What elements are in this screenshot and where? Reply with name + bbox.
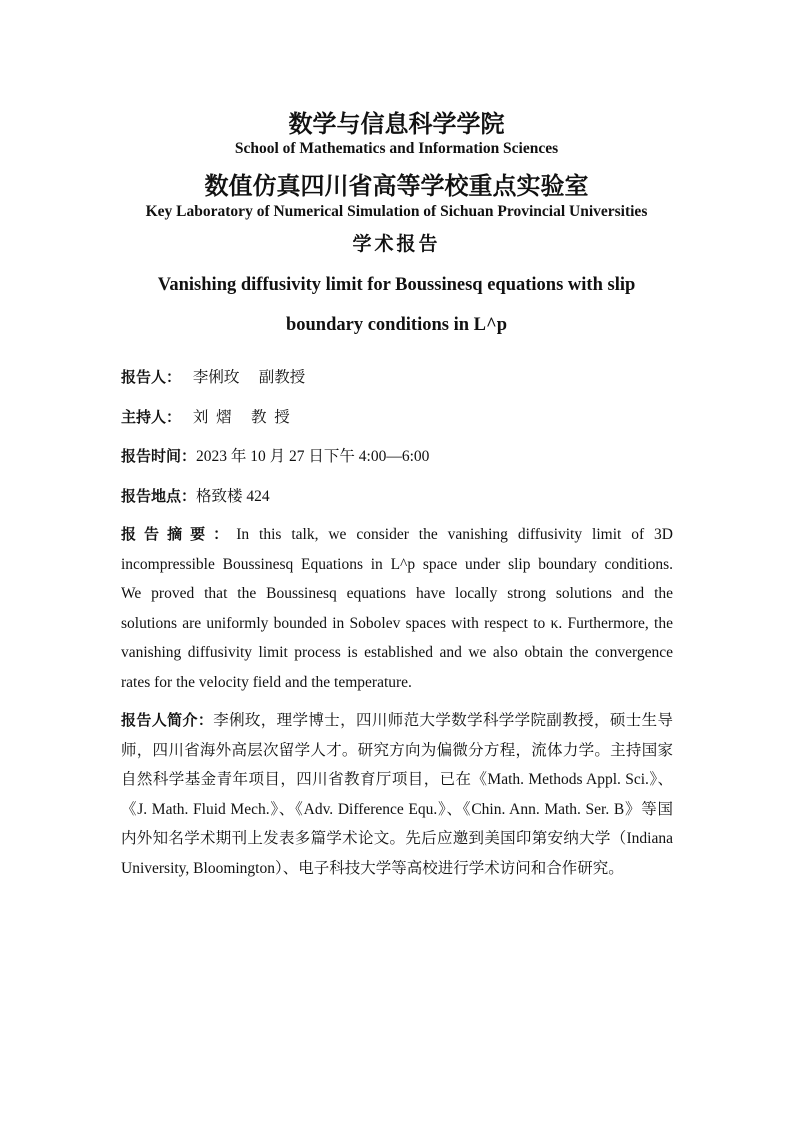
school-name-cn: 数学与信息科学学院 [288, 110, 505, 138]
time-field [121, 444, 429, 466]
bio-line: 自然科学基金青年项目，四川省教育厅项目，已在《Math. Methods Appl. Sci.》、 [121, 771, 673, 788]
bio-line: 师，四川省海外高层次留学人才。研究方向为偏微分方程，流体力学。主持国家 [121, 741, 673, 759]
host-label: 主持人： [121, 408, 182, 426]
bio-line: 内外知名学术期刊上发表多篇学术论文。先后应邀到美国印第安纳大学（Indiana [121, 830, 673, 847]
school-name-en: School of Mathematics and Information Sciences [234, 140, 559, 157]
abstract-label: 报告摘要： [121, 525, 237, 543]
speaker-label: 报告人： [121, 368, 182, 386]
bio-text: 李俐玫，理学博士，四川师范大学数学科学学院副教授，硕士生导 [213, 712, 673, 729]
bio-paragraph [121, 706, 673, 883]
lab-name-cn: 数值仿真四川省高等学校重点实验室 [204, 172, 589, 200]
speaker-field [121, 365, 305, 387]
abstract-line: solutions are uniformly bounded in Sobolev spaces with respect to κ. Furthermore, the [121, 614, 673, 632]
place-value: 格致楼 424 [196, 488, 270, 505]
host-field [121, 405, 290, 427]
bio-line: University, Bloomington）、电子科技大学等高校进行学术访问和合作研究。 [121, 859, 624, 877]
abstract-line: vanishing diffusivity limit process is established and we also obtain the convergence [121, 644, 673, 661]
time-label: 报告时间： [121, 447, 197, 465]
bio-label: 报告人简介： [121, 711, 214, 729]
abstract-line: incompressible Boussinesq Equations in L^p space under slip boundary conditions. [121, 555, 673, 573]
host-value: 刘 熠 教 授 [192, 409, 290, 426]
abstract-text: In this talk, we consider the vanishing diffusivity limit of 3D [236, 526, 673, 543]
place-field [121, 484, 270, 506]
bio-line: 《J. Math. Fluid Mech.》、《Adv. Difference Equ.》、《Chin. Ann. Math. Ser. B》等国 [121, 800, 673, 818]
place-label: 报告地点： [121, 487, 197, 505]
abstract-paragraph [121, 520, 673, 697]
bio-line [121, 706, 673, 736]
report-heading: 学术报告 [352, 233, 441, 255]
abstract-line [121, 520, 673, 550]
speaker-value: 李俐玫 副教授 [192, 369, 306, 386]
abstract-line: We proved that the Boussinesq equations have locally strong solutions and the [121, 585, 673, 602]
talk-title-line-2: boundary conditions in L^p [285, 315, 507, 335]
lab-name-en: Key Laboratory of Numerical Simulation of Sichuan Provincial Universities [145, 203, 648, 220]
abstract-line: rates for the velocity field and the temperature. [121, 673, 412, 691]
time-value: 2023 年 10 月 27 日下午 4:00—6:00 [196, 448, 430, 465]
talk-title-line-1: Vanishing diffusivity limit for Boussinesq equations with slip [157, 275, 636, 295]
